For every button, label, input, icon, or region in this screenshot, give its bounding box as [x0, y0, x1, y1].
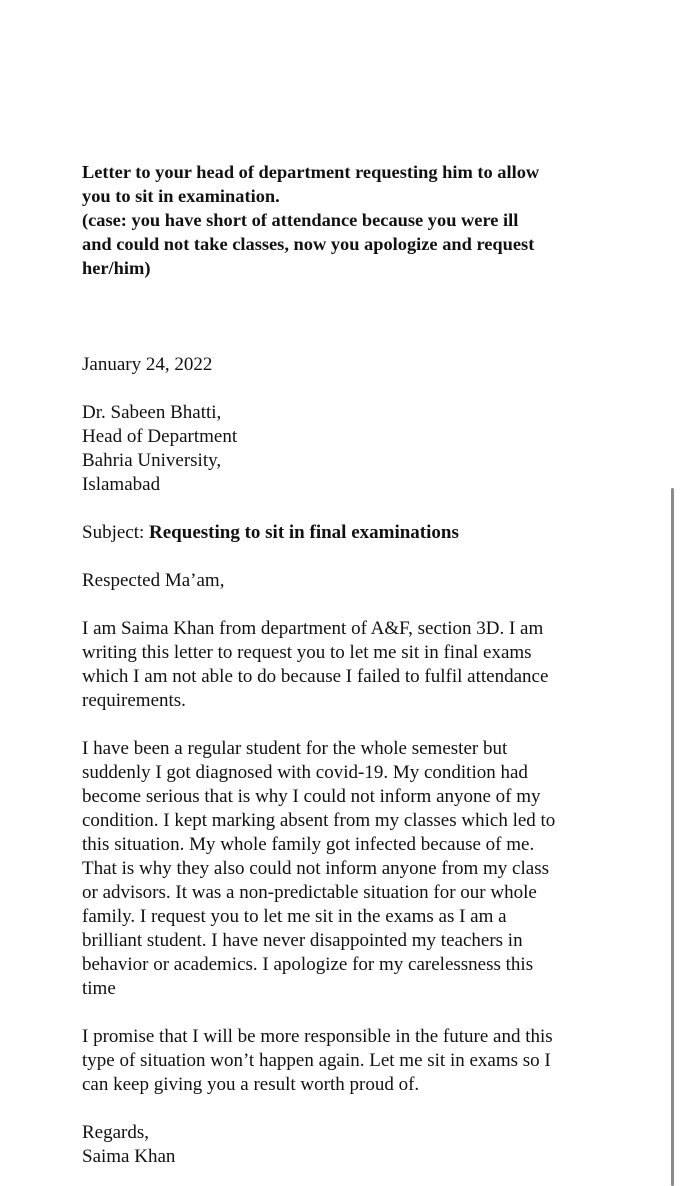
- paragraph-line: That is why they also could not inform anyone from my class: [82, 858, 549, 879]
- body-paragraph-3: [82, 1025, 622, 1097]
- paragraph-line: I have been a regular student for the whole semester but: [82, 738, 508, 759]
- paragraph-line: which I am not able to do because I failed to fulfil attendance: [82, 666, 549, 687]
- letter-closing: [82, 1121, 622, 1169]
- paragraph-line: writing this letter to request you to let me sit in final exams: [82, 642, 532, 663]
- heading-line: you to sit in examination.: [82, 186, 280, 206]
- paragraph-line: suddenly I got diagnosed with covid-19. My condition had: [82, 762, 528, 783]
- paragraph-line: condition. I kept marking absent from my classes which led to: [82, 810, 556, 831]
- salutation: Respected Ma’am,: [82, 570, 225, 591]
- paragraph-line: time: [82, 978, 116, 999]
- subject-text: Requesting to sit in final examinations: [149, 522, 459, 543]
- heading-line: Letter to your head of department requesting him to allow: [82, 162, 540, 182]
- heading-line: (case: you have short of attendance because you were ill: [82, 210, 519, 230]
- letter-heading: [82, 160, 622, 280]
- paragraph-line: can keep giving you a result worth proud of.: [82, 1074, 420, 1095]
- letter-date: January 24, 2022: [82, 354, 213, 375]
- recipient-line: Head of Department: [82, 426, 238, 447]
- paragraph-line: become serious that is why I could not inform anyone of my: [82, 786, 541, 807]
- paragraph-line: behavior or academics. I apologize for my carelessness this: [82, 954, 534, 975]
- heading-line: her/him): [82, 258, 151, 278]
- paragraph-line: type of situation won’t happen again. Let me sit in exams so I: [82, 1050, 551, 1071]
- paragraph-line: family. I request you to let me sit in the exams as I am a: [82, 906, 507, 927]
- body-paragraph-2: [82, 737, 622, 1001]
- paragraph-line: or advisors. It was a non-predictable situation for our whole: [82, 882, 537, 903]
- closing-line: Regards,: [82, 1122, 150, 1143]
- paragraph-line: I promise that I will be more responsible in the future and this: [82, 1026, 553, 1047]
- recipient-address: [82, 401, 622, 497]
- recipient-line: Dr. Sabeen Bhatti,: [82, 402, 222, 423]
- subject-line: [82, 521, 622, 545]
- heading-line: and could not take classes, now you apologize and request: [82, 234, 535, 254]
- paragraph-line: requirements.: [82, 690, 186, 711]
- recipient-line: Bahria University,: [82, 450, 222, 471]
- subject-label: Subject:: [82, 522, 145, 543]
- paragraph-line: brilliant student. I have never disappointed my teachers in: [82, 930, 523, 951]
- body-paragraph-1: [82, 617, 622, 713]
- letter-document: [82, 160, 622, 1169]
- vertical-scrollbar[interactable]: [671, 488, 674, 1186]
- paragraph-line: I am Saima Khan from department of A&F, section 3D. I am: [82, 618, 544, 639]
- signature-name: Saima Khan: [82, 1146, 176, 1167]
- paragraph-line: this situation. My whole family got infected because of me.: [82, 834, 535, 855]
- recipient-line: Islamabad: [82, 474, 161, 495]
